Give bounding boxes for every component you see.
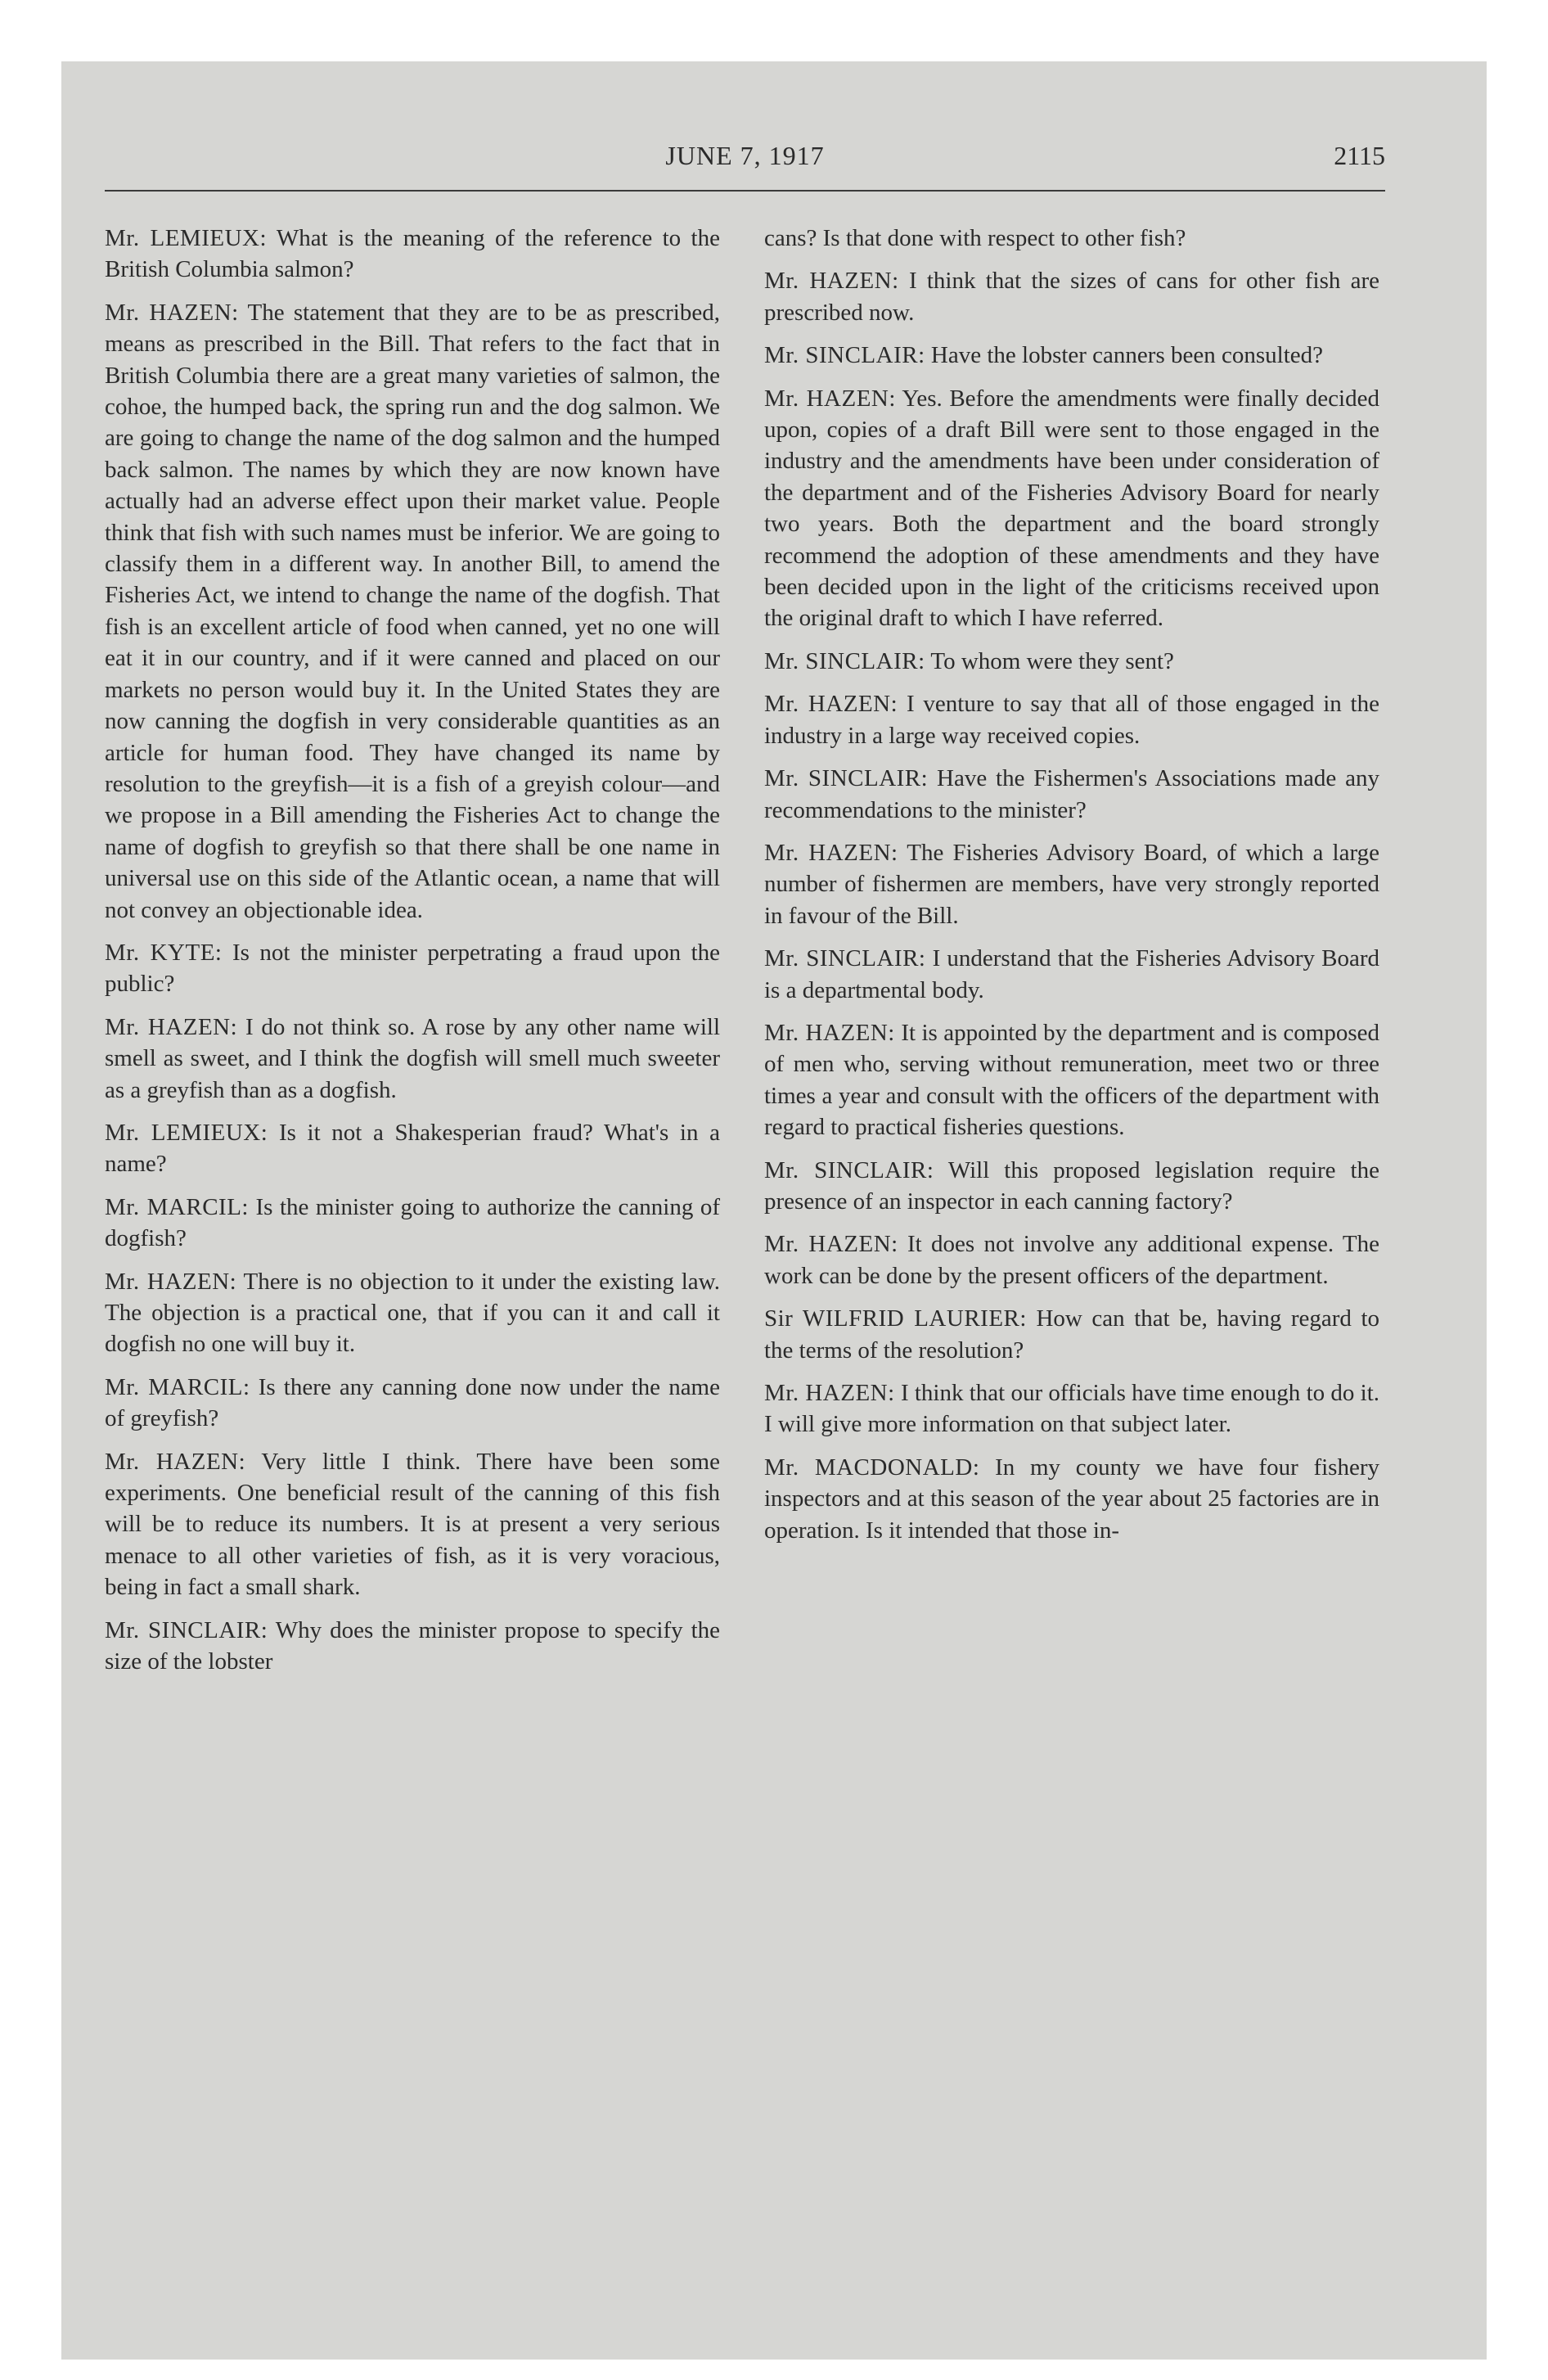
speaker-name: Mr. HAZEN: [105, 1013, 238, 1040]
speech-text: In my county we have four fishery inspectors and at this season of the year about 25 factories are in operation. Is it intended that those in- [764, 1454, 1380, 1544]
page-header [105, 131, 1385, 192]
speaker-name: Mr. HAZEN: [764, 268, 899, 295]
speaker-name: Mr. SINCLAIR: [764, 647, 925, 674]
left-column [105, 223, 720, 1688]
debate-paragraph [764, 383, 1379, 634]
speaker-name: Sir WILFRID LAURIER: [764, 1305, 1027, 1332]
speaker-name: Mr. HAZEN: [764, 691, 898, 718]
speech-text: Very little I think. There have been some experiments. One beneficial result of the canning of this fish will be to reduce its numbers. It is at present a very serious menace to all other varieties of fish, as it is very voracious, being in fact a small shark. [105, 1448, 720, 1601]
speaker-name: Mr. HAZEN: [764, 1231, 898, 1258]
speech-text: Have the Fishermen's Associations made any recommendations to the minister? [764, 765, 1379, 823]
speaker-name: Mr. SINCLAIR: [105, 1616, 268, 1643]
speech-text: I understand that the Fisheries Advisory Board is a departmental body. [764, 945, 1379, 1003]
speech-text: I venture to say that all of those engaged in the industry in a large way received copies. [764, 691, 1379, 749]
speech-text: Why does the minister propose to specify the size of the lobster [105, 1616, 720, 1675]
speech-text: Will this proposed legislation require the presence of an inspector in each canning factory? [764, 1156, 1379, 1215]
speaker-name: Mr. HAZEN: [105, 1268, 237, 1295]
debate-paragraph [764, 688, 1379, 751]
debate-paragraph [764, 837, 1379, 931]
speaker-name: Mr. HAZEN: [764, 1380, 895, 1406]
speaker-name: Mr. SINCLAIR: [764, 342, 925, 369]
speech-text: Have the lobster canners been consulted? [930, 342, 1323, 369]
debate-paragraph [105, 1192, 720, 1255]
speaker-name: Mr. LEMIEUX: [105, 225, 268, 251]
speech-text: Is not the minister perpetrating a fraud upon the public? [105, 939, 721, 998]
speaker-name: Mr. KYTE: [105, 939, 223, 966]
debate-paragraph [105, 297, 720, 926]
speaker-name: Mr. HAZEN: [764, 385, 896, 412]
speech-text: cans? Is that done with respect to other fish? [764, 225, 1186, 251]
speech-text: Is it not a Shakesperian fraud? What's in a name? [105, 1119, 721, 1178]
speaker-name: Mr. LEMIEUX: [105, 1119, 268, 1146]
speaker-name: Mr. MARCIL: [105, 1373, 250, 1400]
speaker-name: Mr. MACDONALD: [764, 1454, 980, 1481]
speech-text: To whom were they sent? [930, 647, 1174, 674]
speaker-name: Mr. SINCLAIR: [764, 1156, 934, 1183]
speech-text: The Fisheries Advisory Board, of which a large number of fishermen are members, have very strongly reported in favour of the Bill. [764, 839, 1379, 929]
speech-text: I do not think so. A rose by any other name will smell as sweet, and I think the dogfish will smell much sweeter as a greyfish than as a dogfish. [105, 1013, 721, 1103]
debate-paragraph [105, 1117, 720, 1180]
debate-paragraph [764, 943, 1379, 1006]
debate-paragraph [764, 1228, 1379, 1291]
speaker-name: Mr. MARCIL: [105, 1193, 249, 1220]
debate-paragraph [764, 265, 1379, 328]
speech-text: There is no objection to it under the existing law. The objection is a practical one, that if you can it and call it dogfish no one will buy it. [105, 1268, 720, 1358]
speaker-name: Mr. HAZEN: [764, 1019, 895, 1046]
debate-paragraph [105, 1446, 720, 1603]
hansard-page [105, 131, 1385, 2283]
speech-text: It does not involve any additional expense. The work can be done by the present officers of the department. [764, 1231, 1379, 1289]
speech-text: Is there any canning done now under the name of greyfish? [105, 1373, 720, 1432]
speech-text: I think that our officials have time enough to do it. I will give more information on that subject later. [764, 1380, 1379, 1438]
debate-paragraph [764, 646, 1379, 677]
debate-paragraph [764, 223, 1379, 254]
debate-paragraph [105, 1012, 720, 1106]
debate-paragraph [764, 1452, 1379, 1546]
speech-text: I think that the sizes of cans for other fish are prescribed now. [764, 268, 1380, 326]
speaker-name: Mr. SINCLAIR: [764, 765, 929, 792]
debate-paragraph [764, 340, 1379, 371]
right-column [764, 223, 1379, 1557]
debate-paragraph [105, 223, 720, 286]
speaker-name: Mr. HAZEN: [105, 1448, 246, 1475]
debate-paragraph [764, 1155, 1379, 1218]
speech-text: Yes. Before the amendments were finally decided upon, copies of a draft Bill were sent to those engaged in the industry and the amendments have been under consideration of the department and of the Fisheries Advisory Board for nearly two years. Both the department and the board strongly recommend the adoption of these amendments and they have been decided upon in the light of the criticisms received upon the original draft to which I have referred. [764, 385, 1379, 632]
debate-paragraph [764, 1377, 1379, 1440]
speech-text: What is the meaning of the reference to the British Columbia salmon? [105, 225, 720, 283]
debate-paragraph [105, 1372, 720, 1435]
speaker-name: Mr. SINCLAIR: [764, 945, 926, 972]
debate-paragraph [105, 1266, 720, 1360]
debate-paragraph [105, 1615, 720, 1678]
debate-paragraph [764, 1303, 1379, 1366]
page-number: 2115 [1334, 141, 1385, 170]
speaker-name: Mr. HAZEN: [764, 839, 898, 866]
debate-paragraph [764, 763, 1379, 826]
speech-text: The statement that they are to be as prescribed, means as prescribed in the Bill. That refers to the fact that in British Columbia there are a great many varieties of salmon, the cohoe, the humped back, the spring run and the dog salmon. We are going to change the name of the dog salmon and the humped back salmon. The names by which they are now known have actually had an adverse effect upon their market value. People think that fish with such names must be inferior. We are going to classify them in a different way. In another Bill, to amend the Fisheries Act, we intend to change the name of the dogfish. That fish is an excellent article of food when canned, yet no one will eat it in our country, and if it were canned and placed on our markets no person would buy it. In the United States they are now canning the dogfish in very considerable quantities as an article for human food. They have changed its name by resolution to the greyfish—it is a fish of a greyish colour—and we propose in a Bill amending the Fisheries Act to change the name of dogfish to greyfish so that there shall be one name in universal use on this side of the Atlantic ocean, a name that will not convey an objectionable idea. [105, 299, 720, 923]
speaker-name: Mr. HAZEN: [105, 299, 239, 326]
speech-text: Is the minister going to authorize the canning of dogfish? [105, 1193, 721, 1252]
speech-text: It is appointed by the department and is composed of men who, serving without remuneration, meet two or three times a year and consult with the officers of the department with regard to practical fisheries questions. [764, 1019, 1379, 1141]
page-date: JUNE 7, 1917 [665, 141, 825, 170]
debate-paragraph [105, 937, 720, 1000]
debate-paragraph [764, 1017, 1379, 1143]
speech-text: How can that be, having regard to the terms of the resolution? [764, 1305, 1380, 1364]
